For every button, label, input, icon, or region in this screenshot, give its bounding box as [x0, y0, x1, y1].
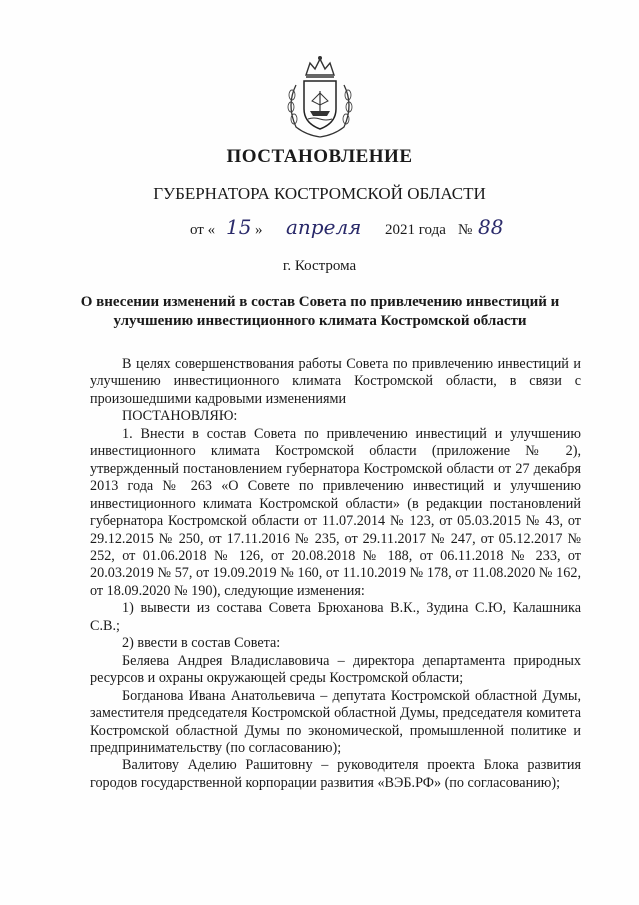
date-prefix: от «: [190, 222, 216, 238]
member-paragraph: Богданова Ивана Анатольевича – депутата Костромской областной Думы, заместителя председателя Костромской областной Думы, председателя комитета Костромской областной Думы по экономической, промышленной политике и предпринимательству (по согласованию);: [90, 687, 581, 756]
resolution-heading: О внесении изменений в состав Совета по привлечению инвестиций и улучшению инвестиционного климата Костромской области: [80, 294, 560, 329]
date-year: 2021 года: [385, 222, 446, 238]
handwritten-number: 88: [478, 215, 504, 239]
resolve-keyword: ПОСТАНОВЛЯЮ:: [122, 408, 238, 425]
document-body: [90, 356, 581, 792]
document-title: ПОСТАНОВЛЕНИЕ: [226, 146, 413, 167]
date-quote-close: »: [255, 222, 263, 238]
clause-1-paragraph: 1. Внести в состав Совета по привлечению инвестиций и улучшению инвестиционного климата Костромской области (приложение № 2), утвержденный постановлением губернатора Костромской области от 27 декабря 2013 года № 263 «О Совете по привлечению инвестиций и улучшению инвестиционного климата Костромской области» (в редакции постановлений губернатора Костромской области от 11.07.2014 № 123, от 05.03.2015 № 43, от 29.12.2015 № 250, от 17.11.2016 № 235, от 29.11.2017 № 247, от 05.12.2017 № 252, от 01.06.2018 № 126, от 20.08.2018 № 188, от 06.11.2018 № 233, от 20.03.2019 № 57, от 19.09.2019 № 160, от 11.10.2019 № 178, от 11.08.2020 № 162, от 18.09.2020 № 190), следующие изменения:: [90, 425, 581, 599]
handwritten-day: 15: [226, 215, 252, 239]
document-subtitle: ГУБЕРНАТОРА КОСТРОМСКОЙ ОБЛАСТИ: [153, 184, 486, 203]
clause-1-1-paragraph: 1) вывести из состава Совета Брюханова В.К., Зудина С.Ю, Калашника С.В.;: [90, 600, 581, 634]
city: г. Кострома: [282, 258, 357, 274]
number-prefix: №: [458, 222, 473, 238]
member-paragraph: Беляева Андрея Владиславовича – директора департамента природных ресурсов и охраны окружающей среды Костромской области;: [90, 652, 581, 687]
preamble-paragraph: В целях совершенствования работы Совета по привлечению инвестиций и улучшению инвестиционного климата Костромской области, в связи с произошедшими кадровыми изменениями: [90, 356, 581, 407]
handwritten-month: апреля: [286, 215, 362, 239]
coat-of-arms-emblem: [282, 55, 358, 139]
clause-1-2-paragraph: 2) ввести в состав Совета:: [122, 635, 281, 652]
member-paragraph: Валитову Аделию Рашитовну – руководителя проекта Блока развития городов государственной корпорации развития «ВЭБ.РФ» (по согласованию);: [90, 757, 581, 791]
